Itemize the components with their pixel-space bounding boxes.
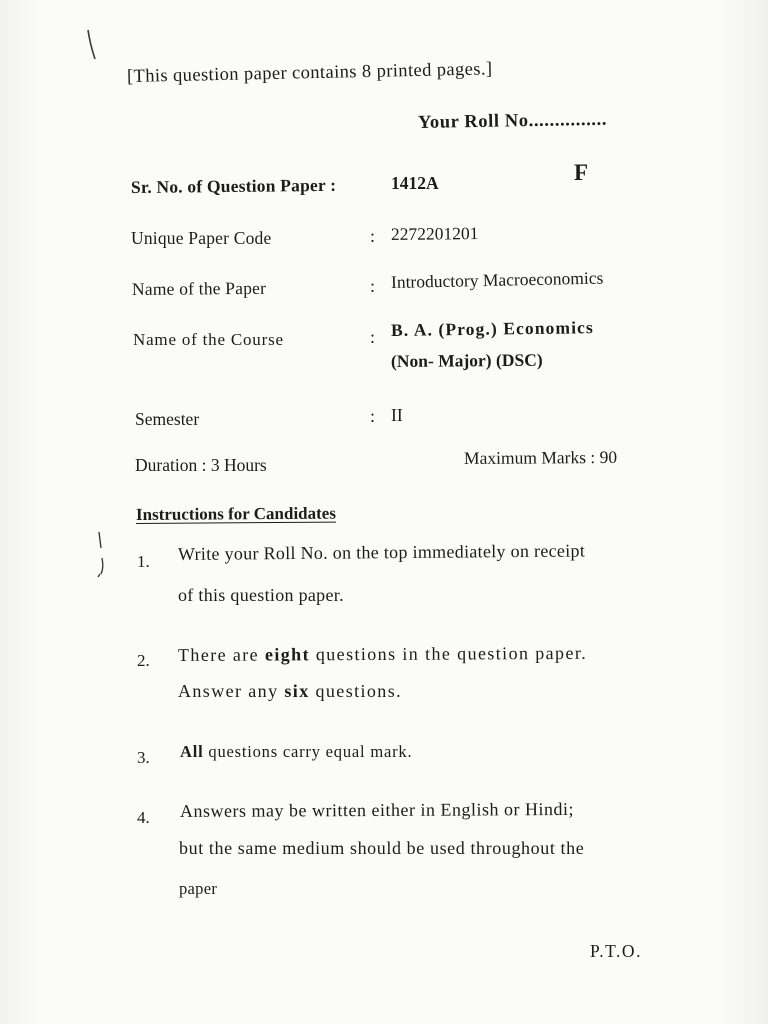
semester-colon: : bbox=[370, 406, 376, 426]
instruction-number: 4. bbox=[137, 808, 150, 827]
set-letter: F bbox=[574, 160, 589, 185]
instruction-2-text-d: questions. bbox=[309, 681, 403, 701]
paper-name-colon: : bbox=[370, 276, 376, 296]
instruction-number: 3. bbox=[137, 748, 150, 767]
sr-no-label: Sr. No. of Question Paper : bbox=[130, 174, 337, 197]
instruction-2-line1 bbox=[178, 643, 587, 666]
paper-code-colon: : bbox=[370, 226, 376, 246]
roll-number-label: Your Roll No............... bbox=[417, 109, 608, 133]
page-right-edge bbox=[720, 0, 768, 1024]
paper-code-value: 2272201201 bbox=[390, 223, 479, 244]
instruction-3-text: questions carry equal mark. bbox=[203, 742, 413, 761]
instruction-3-bold-all: All bbox=[180, 742, 204, 761]
instruction-2-text-c: Answer any bbox=[178, 681, 285, 701]
instruction-4-line3: paper bbox=[179, 879, 218, 898]
pages-note: [This question paper contains 8 printed pages.] bbox=[126, 59, 493, 87]
page-left-shading bbox=[0, 0, 40, 1024]
paper-code-label: Unique Paper Code bbox=[131, 228, 272, 248]
instruction-2-text-a: There are bbox=[177, 644, 266, 665]
margin-pen-mark bbox=[94, 530, 108, 582]
maximum-marks: Maximum Marks : 90 bbox=[463, 446, 618, 468]
course-name-value-line2: (Non- Major) (DSC) bbox=[390, 349, 543, 371]
course-name-colon: : bbox=[370, 327, 376, 347]
instruction-1-line1: Write your Roll No. on the top immediately on receipt bbox=[177, 540, 586, 564]
paper-name-label: Name of the Paper bbox=[131, 277, 267, 299]
duration: Duration : 3 Hours bbox=[135, 455, 267, 475]
course-name-label: Name of the Course bbox=[133, 330, 284, 349]
semester-value: II bbox=[391, 405, 403, 425]
instruction-number: 1. bbox=[137, 552, 150, 571]
instruction-2-bold-six: six bbox=[284, 681, 310, 701]
sr-no-value: 1412A bbox=[391, 173, 439, 193]
instruction-2-bold-eight: eight bbox=[264, 644, 311, 665]
instruction-number: 2. bbox=[137, 651, 150, 670]
instruction-3 bbox=[180, 742, 412, 762]
instruction-2-line2 bbox=[178, 681, 402, 702]
semester-label: Semester bbox=[135, 409, 200, 429]
instruction-4-line2: but the same medium should be used throughout the bbox=[179, 838, 585, 858]
instruction-2-text-b: questions in the question paper. bbox=[309, 642, 588, 665]
pen-stroke-mark bbox=[84, 28, 100, 62]
instruction-4-line1: Answers may be written either in English or Hindi; bbox=[179, 798, 574, 821]
instruction-1-line2: of this question paper. bbox=[178, 585, 344, 605]
instructions-heading: Instructions for Candidates bbox=[135, 503, 336, 524]
pto-marker: P.T.O. bbox=[590, 941, 642, 961]
paper-name-value: Introductory Macroeconomics bbox=[390, 267, 604, 292]
course-name-value-line1: B. A. (Prog.) Economics bbox=[390, 317, 595, 340]
